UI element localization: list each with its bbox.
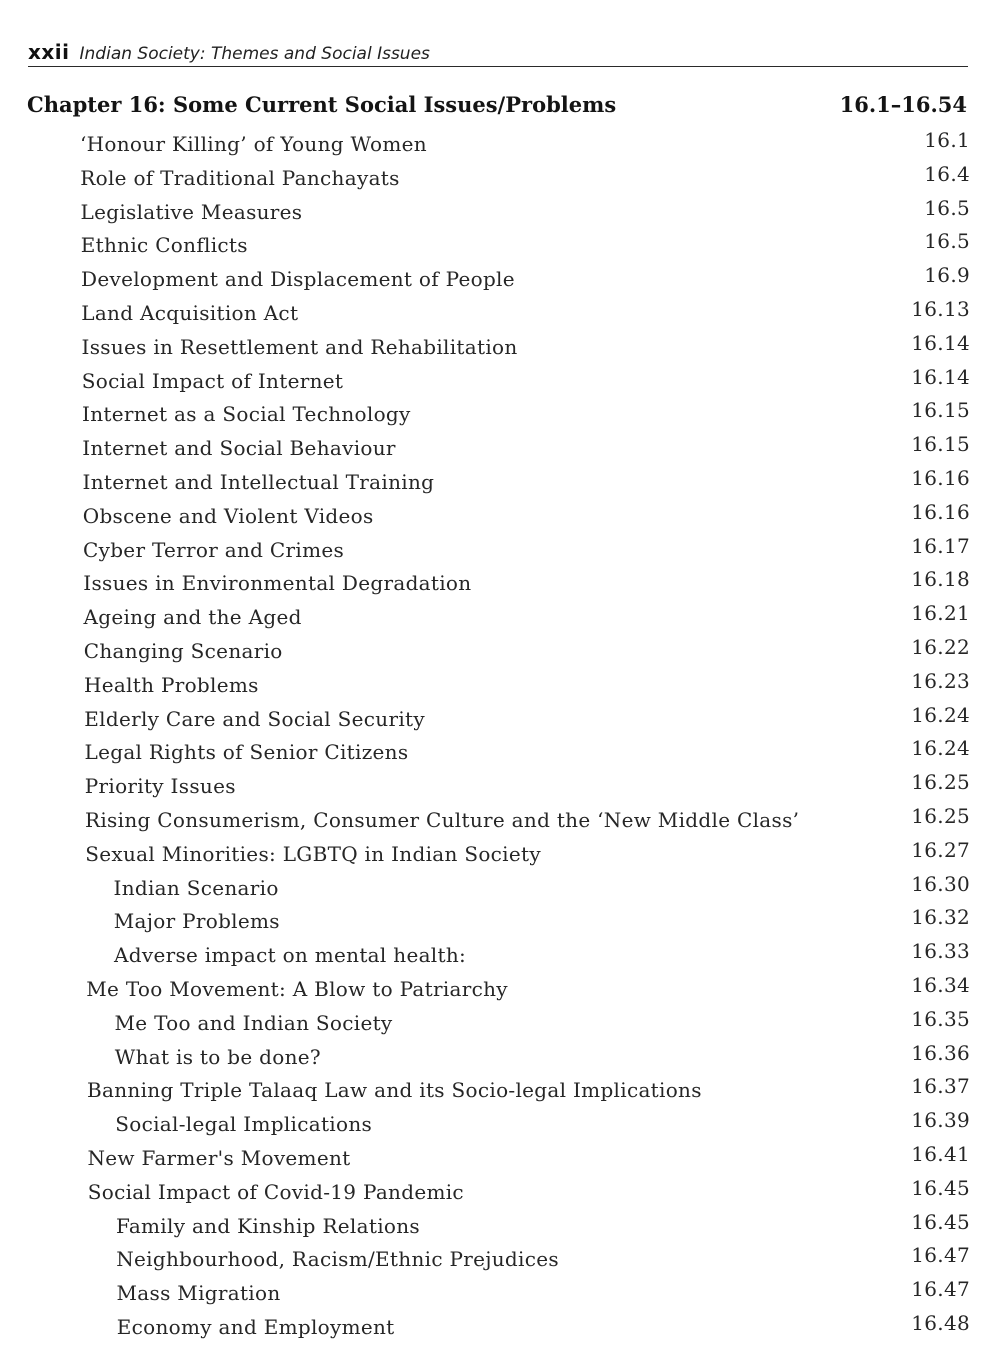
toc-entry — [0, 128, 1000, 162]
toc-entry-title: New Farmer's Movement — [87, 1145, 351, 1170]
chapter-heading — [27, 92, 967, 126]
toc-entry-page: 16.14 — [911, 330, 970, 355]
toc-entry-page: 16.13 — [911, 296, 970, 321]
toc-entry-title: Internet as a Social Technology — [82, 402, 411, 427]
toc-entry-title: Internet and Intellectual Training — [82, 469, 435, 494]
toc-entry — [0, 1311, 1000, 1345]
toc-entry-page: 16.34 — [911, 972, 970, 997]
toc-entry — [0, 162, 1000, 196]
toc-entry — [0, 331, 1000, 365]
toc-entry-title: Health Problems — [84, 672, 259, 697]
toc-entry-title: Land Acquisition Act — [81, 300, 299, 325]
toc-entry-page: 16.33 — [911, 939, 970, 964]
toc-entry — [0, 534, 1000, 568]
toc-entry — [0, 1243, 1000, 1277]
toc-entry-page: 16.21 — [911, 601, 970, 626]
toc-entry — [0, 770, 1000, 804]
toc-entry — [0, 1142, 1000, 1176]
toc-entry — [0, 635, 1000, 669]
chapter-page-range: 16.1–16.54 — [839, 92, 967, 117]
toc-entry — [0, 466, 1000, 500]
toc-entry-page: 16.18 — [911, 567, 970, 592]
toc-entry-title: Priority Issues — [84, 774, 236, 799]
toc-entry — [0, 229, 1000, 263]
toc-entry-title: Obscene and Violent Videos — [82, 503, 374, 528]
toc-entry-title: ‘Honour Killing’ of Young Women — [80, 132, 427, 156]
toc-entry — [0, 736, 1000, 770]
toc-entry-title: Indian Scenario — [113, 875, 279, 900]
toc-entry-page: 16.15 — [911, 398, 970, 423]
toc-entry-page: 16.5 — [924, 229, 970, 254]
toc-entry-title: Cyber Terror and Crimes — [83, 537, 345, 562]
toc-entry-title: Legislative Measures — [80, 199, 303, 224]
toc-entry-page: 16.22 — [911, 634, 970, 659]
toc-entry-title: Internet and Social Behaviour — [82, 436, 396, 461]
toc-entry — [0, 263, 1000, 297]
toc-entry-title: Social Impact of Covid-19 Pandemic — [87, 1179, 464, 1204]
toc-entry-page: 16.47 — [911, 1243, 970, 1268]
toc-entry-title: Social-legal Implications — [115, 1112, 373, 1137]
page-number: xxii — [28, 40, 70, 64]
toc-entry-title: Sexual Minorities: LGBTQ in Indian Society — [85, 841, 541, 866]
toc-entry-title: Ageing and the Aged — [83, 605, 302, 630]
toc-entry — [0, 973, 1000, 1007]
toc-entry-title: Major Problems — [113, 909, 280, 934]
toc-entry — [0, 1176, 1000, 1210]
toc-entry-page: 16.1 — [924, 128, 970, 152]
toc-entry-title: Me Too and Indian Society — [114, 1010, 393, 1035]
toc-entry-page: 16.17 — [911, 533, 970, 558]
toc-entry — [0, 500, 1000, 534]
toc-entry-title: Role of Traditional Panchayats — [80, 165, 400, 190]
toc-entry-page: 16.30 — [911, 871, 970, 896]
toc-entry-page: 16.14 — [911, 364, 970, 389]
book-title: Indian Society: Themes and Social Issues — [79, 44, 430, 64]
toc-entry — [0, 297, 1000, 331]
toc-entry-title: Elderly Care and Social Security — [84, 706, 425, 731]
toc-entry — [0, 905, 1000, 939]
toc-entry — [0, 703, 1000, 737]
toc-entry-title: Banning Triple Talaaq Law and its Socio-legal Implications — [87, 1078, 702, 1103]
toc-entry-page: 16.45 — [911, 1175, 970, 1200]
toc-entry — [0, 1210, 1000, 1244]
toc-entry-page: 16.9 — [924, 263, 970, 288]
toc-entry — [0, 804, 1000, 838]
toc-entry-page: 16.15 — [911, 432, 970, 457]
toc-entry — [0, 838, 1000, 872]
toc-entry-title: What is to be done? — [114, 1044, 321, 1069]
toc-entry-page: 16.37 — [911, 1074, 970, 1099]
toc-entry — [0, 432, 1000, 466]
toc-entry-page: 16.16 — [911, 465, 970, 490]
toc-entry-page: 16.5 — [924, 195, 970, 220]
toc-entry-page: 16.25 — [911, 803, 970, 828]
toc-entry-page: 16.25 — [911, 770, 970, 795]
toc-entry-title: Development and Displacement of People — [81, 267, 515, 292]
toc-entry — [0, 872, 1000, 906]
toc-entry-page: 16.36 — [911, 1040, 970, 1065]
toc-entry-page: 16.23 — [911, 668, 970, 693]
toc-entry-title: Me Too Movement: A Blow to Patriarchy — [86, 976, 508, 1001]
toc-entry-page: 16.4 — [924, 161, 970, 186]
toc-entry — [0, 196, 1000, 230]
toc-entry-title: Family and Kinship Relations — [116, 1213, 420, 1238]
toc-entry-page: 16.41 — [911, 1141, 970, 1166]
running-head — [28, 40, 968, 67]
toc-entry — [0, 1277, 1000, 1311]
toc-entry-title: Issues in Resettlement and Rehabilitation — [81, 334, 518, 359]
toc-entry-page: 16.32 — [911, 905, 970, 930]
toc-entry-page: 16.47 — [911, 1277, 970, 1302]
toc-entry — [0, 567, 1000, 601]
toc-entry-title: Social Impact of Internet — [81, 368, 344, 393]
toc-entry — [0, 1007, 1000, 1041]
toc-entry-page: 16.39 — [911, 1108, 970, 1133]
toc-entry-title: Ethnic Conflicts — [80, 233, 248, 258]
toc-entry-title: Economy and Employment — [116, 1314, 395, 1339]
toc-entry — [0, 398, 1000, 432]
toc-entry-page: 16.35 — [911, 1006, 970, 1031]
toc-entry-page: 16.45 — [911, 1209, 970, 1234]
toc-entry-page: 16.24 — [911, 702, 970, 727]
chapter-title: Chapter 16: Some Current Social Issues/Problems — [27, 92, 617, 117]
toc-entry — [0, 1041, 1000, 1075]
toc-entry-page: 16.24 — [911, 736, 970, 761]
toc-entry — [0, 939, 1000, 973]
toc-entry — [0, 1108, 1000, 1142]
toc-entry-title: Legal Rights of Senior Citizens — [84, 740, 409, 765]
toc-entry-title: Issues in Environmental Degradation — [83, 571, 472, 596]
toc-entry — [0, 669, 1000, 703]
toc-entry-title: Adverse impact on mental health: — [114, 943, 467, 968]
toc-entry — [0, 1074, 1000, 1108]
toc-entry-title: Rising Consumerism, Consumer Culture and the ‘New Middle Class’ — [85, 807, 800, 832]
toc-entry — [0, 601, 1000, 635]
contents-list — [0, 128, 1000, 1345]
toc-entry-page: 16.27 — [911, 837, 970, 862]
toc-entry-title: Changing Scenario — [83, 638, 283, 663]
toc-entry-page: 16.48 — [911, 1310, 970, 1335]
toc-entry-title: Neighbourhood, Racism/Ethnic Prejudices — [116, 1247, 559, 1272]
toc-entry-page: 16.16 — [911, 499, 970, 524]
toc-entry — [0, 365, 1000, 399]
toc-entry-title: Mass Migration — [116, 1281, 281, 1306]
